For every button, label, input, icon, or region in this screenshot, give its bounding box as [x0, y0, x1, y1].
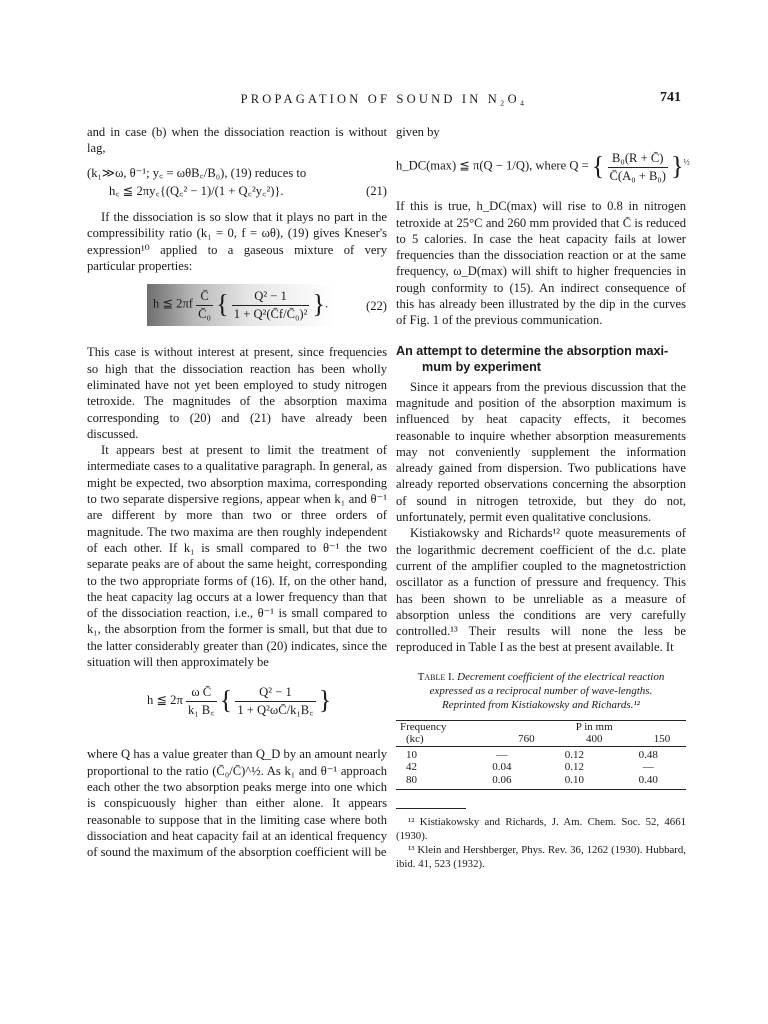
footnotes	[396, 815, 686, 871]
data-table-body	[396, 749, 686, 787]
equation-23-numerator: Q² − 1	[235, 684, 315, 701]
equation-19-condition	[87, 165, 387, 181]
equation-22-cfrac	[196, 288, 213, 322]
equation-22-cfrac-top: C̄	[196, 288, 213, 305]
table-header-rule	[396, 746, 686, 747]
cell-760: 0.04	[492, 761, 512, 774]
section-heading	[396, 343, 686, 375]
right-paragraph-4: Kistiakowsky and Richards¹² quote measurements of the logarithmic decrement coefficient of the d.c. plate current of the amplifier coupled to the magnetostriction oscillator as a function of pressure and frequency. This has been shown to be unreliable as a measure of absorption unless the conditions are very carefully controlled.¹³ Their results will none the less be reproduced in Table I as the best at present available. It	[396, 526, 686, 655]
equation-hdc-numerator: B₀(R + C̄)	[608, 150, 668, 167]
equation-22-cfrac-bottom: C̄₀	[198, 306, 211, 321]
left-paragraph-1: and in case (b) when the dissociation reaction is without lag,	[87, 125, 387, 156]
cell-frequency: 42	[406, 761, 417, 774]
section-heading-line-1: An attempt to determine the absorption maxi-	[396, 343, 669, 358]
left-brace: {	[219, 685, 233, 715]
footnote-13: ¹³ Klein and Hershberger, Phys. Rev. 36, 1262 (1930). Hubbard, ibid. 41, 523 (1932).	[396, 844, 686, 871]
cell-760: —	[496, 748, 508, 761]
running-header: PROPAGATION OF SOUND IN N₂O₄	[240, 92, 528, 106]
right-brace: }	[318, 685, 332, 715]
right-brace: }	[312, 290, 326, 320]
table-header-row-2	[396, 733, 686, 746]
equation-19-text: (k₁≫ω, θ⁻¹; y꜀ = ωθB꜀/B₀), (19) reduces to	[87, 165, 307, 180]
equation-23-cfrac-top: ω C̄	[186, 684, 217, 701]
right-brace: }	[671, 151, 684, 181]
header-400: 400	[585, 733, 603, 746]
page-number: 741	[660, 90, 681, 105]
footnote-rule	[396, 808, 466, 809]
cell-400: 0.12	[564, 748, 584, 761]
table-row	[396, 774, 686, 787]
table-row	[396, 749, 686, 762]
equation-23-denominator: 1 + Q²ωC̄/k₁B꜀	[237, 702, 314, 717]
equation-23-lhs: h ≦ 2π	[147, 693, 183, 707]
left-column	[87, 124, 387, 860]
cell-400: 0.12	[564, 761, 584, 774]
table-caption-label: Table I.	[417, 670, 455, 683]
equation-hdc-lhs: h_DC(max) ≦ π(Q − 1/Q), where Q =	[396, 158, 589, 173]
section-heading-line-2: mum by experiment	[422, 359, 541, 374]
left-brace: {	[216, 290, 229, 320]
right-paragraph-1: given by	[396, 125, 440, 139]
cell-400: 0.10	[564, 773, 584, 786]
right-paragraph-3: Since it appears from the previous discussion that the magnitude and position of the absorption maximum is influenced by heat capacity effects, it becomes reasonable to inquire whether absorption measurements may not conveniently supplement the information already gained from dispersion. Two publications have already reported observations concerning the absorption of sound in nitrogen tetroxide, but they do not, unfortunately, permit even qualitative conclusions.	[396, 379, 686, 525]
table-caption-source: Reprinted from Kistiakowsky and Richards.¹²	[442, 698, 640, 711]
equation-hdc-max	[396, 150, 690, 190]
table-caption	[396, 670, 686, 712]
header-760: 760	[518, 733, 535, 746]
left-paragraph-5: where Q has a value greater than Q_D by an amount nearly proportional to the ratio (C̄₀/C̄)^½. As k₁ and θ⁻¹ approach each other the two absorption peaks merge into one which is conspicuously higher than either alone. It appears reasonable to suppose that in the limiting case where both dissociation and heat capacity fail at an identical frequency of sound the maximum of the absorption coefficient will be	[87, 747, 387, 860]
equation-21-number: (21)	[366, 183, 387, 198]
equation-23	[87, 684, 387, 734]
equation-hdc-exponent: ½	[683, 157, 690, 167]
data-table	[396, 721, 686, 746]
left-paragraph-2: If the dissociation is so slow that it plays no part in the compressibility ratio (k₁ = 0, f = ωθ), (19) gives Kneser's expression¹⁰ applied to a gaseous mixture of very particular properties:	[87, 210, 387, 274]
table-caption-text: Decrement coefficient of the electrical reaction expressed as a reciprocal number of wave-lengths.	[429, 670, 665, 697]
equation-21	[87, 183, 387, 199]
cell-150: —	[642, 761, 654, 774]
equation-22-numerator: Q² − 1	[232, 288, 310, 305]
equation-22-number: (22)	[366, 299, 387, 314]
footnote-12: ¹² Kistiakowsky and Richards, J. Am. Chem. Soc. 52, 4661 (1930).	[396, 816, 686, 843]
cell-frequency: 80	[406, 773, 417, 786]
equation-23-frac	[235, 684, 315, 718]
header-frequency-unit: (kc)	[406, 733, 424, 746]
cell-150: 0.48	[638, 748, 658, 761]
equation-hdc-frac	[608, 150, 668, 184]
cell-frequency: 10	[406, 748, 417, 761]
right-paragraph-2: If this is true, h_DC(max) will rise to 0.8 in nitrogen tetroxide at 25°C and 260 mm provided that C̄ is reduced to 5 calories. In case the heat capacity fails at lower frequencies than the dissociation reaction or at the same frequency, ω_D(max) will shift to higher frequencies in rough conformity to (15). An indirect consequence of this has already been illustrated by the dip in the curves of Fig. 1 of the previous communication.	[396, 199, 686, 328]
header-frequency: Frequency	[400, 720, 447, 733]
equation-22-shaded: h ≦ 2πf $\frac{C̄}{\text{C̄₀}}$ { $\frac{\text{Q² − 1}}{\text{1 + Q²(C̄f/C̄₀)²}}$ }.	[147, 284, 334, 326]
equation-23-cfrac	[186, 684, 217, 718]
right-column	[396, 124, 690, 871]
header-150: 150	[653, 733, 671, 746]
equation-22-denominator: 1 + Q²(C̄f/C̄₀)²	[233, 306, 308, 321]
left-paragraph-3: This case is without interest at present, since frequencies so high that the dissociation reaction has been wholly eliminated have not yet been employed to study nitrogen tetroxide. The magnitudes of the absorption maxima corresponding to (20) and (21) have already been discussed.	[87, 345, 387, 441]
left-paragraph-4: It appears best at present to limit the treatment of intermediate cases to a qualitative paragraph. In general, as might be expected, two absorption maxima, corresponding to two separate dispersive regions, appear when k₁ and θ⁻¹ are different by more than two or three orders of magnitude. The two maxima are then roughly independent of each other. If k₁ is small compared to θ⁻¹ the two separate peaks are of about the same height, corresponding to the two appropriate forms of (16). If, on the other hand, the heat capacity lag occurs at a lower frequency than that of the dissociation reaction, i.e., θ⁻¹ is small compared to k₁, the absorption from the former is small, but that due to the latter considerably greater than (20) indicates, since the situation will then approximately be	[87, 443, 387, 670]
table-row	[396, 761, 686, 774]
table-bottom-rule	[396, 789, 686, 790]
left-brace: {	[591, 151, 605, 181]
equation-22	[87, 284, 387, 334]
equation-23-cfrac-bottom: k₁ B꜀	[187, 702, 215, 717]
equation-22-frac	[232, 288, 310, 322]
equation-hdc-denominator: C̄(A₀ + B₀)	[609, 168, 666, 183]
cell-150: 0.40	[638, 773, 658, 786]
equation-21-body: h꜀ ≦ 2πy꜀{(Q꜀² − 1)/(1 + Q꜀²y꜀²)}.	[109, 183, 284, 198]
table-header-row-1	[396, 721, 686, 734]
equation-22-lhs: h ≦ 2πf	[153, 297, 193, 312]
header-pressure: P in mm	[575, 720, 613, 733]
cell-760: 0.06	[492, 773, 512, 786]
